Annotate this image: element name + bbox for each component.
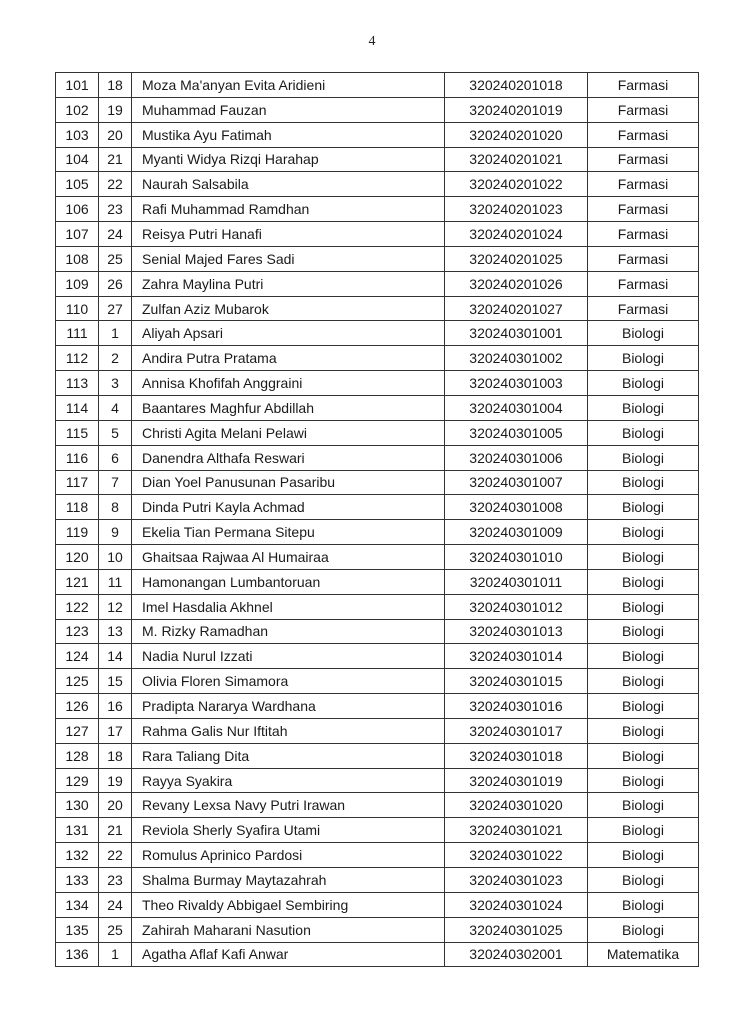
student-name-cell: Dinda Putri Kayla Achmad [132,495,445,520]
study-program-cell: Biologi [588,868,699,893]
sub-number-cell: 4 [99,395,132,420]
student-name-cell: Zahirah Maharani Nasution [132,917,445,942]
student-name-cell: Myanti Widya Rizqi Harahap [132,147,445,172]
sub-number-cell: 23 [99,868,132,893]
table-row [56,818,699,843]
study-program-cell: Farmasi [588,122,699,147]
student-name-cell: Agatha Aflaf Kafi Anwar [132,942,445,967]
student-name-cell: Zahra Maylina Putri [132,271,445,296]
student-name-cell: Romulus Aprinico Pardosi [132,843,445,868]
student-name-cell: Hamonangan Lumbantoruan [132,569,445,594]
table-row [56,843,699,868]
table-row [56,122,699,147]
sub-number-cell: 20 [99,122,132,147]
row-number-cell: 131 [56,818,99,843]
row-number-cell: 129 [56,768,99,793]
row-number-cell: 102 [56,97,99,122]
study-program-cell: Biologi [588,892,699,917]
table-row [56,445,699,470]
sub-number-cell: 5 [99,420,132,445]
student-name-cell: Andira Putra Pratama [132,346,445,371]
sub-number-cell: 3 [99,371,132,396]
student-name-cell: M. Rizky Ramadhan [132,619,445,644]
study-program-cell: Biologi [588,644,699,669]
table-row [56,321,699,346]
student-name-cell: Zulfan Aziz Mubarok [132,296,445,321]
student-name-cell: Mustika Ayu Fatimah [132,122,445,147]
study-program-cell: Biologi [588,346,699,371]
study-program-cell: Biologi [588,743,699,768]
row-number-cell: 106 [56,197,99,222]
table-row [56,246,699,271]
student-name-cell: Rara Taliang Dita [132,743,445,768]
student-id-cell: 320240301019 [445,768,588,793]
table-row [56,222,699,247]
study-program-cell: Farmasi [588,73,699,98]
row-number-cell: 118 [56,495,99,520]
student-id-cell: 320240301015 [445,669,588,694]
student-id-cell: 320240301022 [445,843,588,868]
row-number-cell: 108 [56,246,99,271]
student-name-cell: Ekelia Tian Permana Sitepu [132,520,445,545]
sub-number-cell: 16 [99,694,132,719]
table-row [56,371,699,396]
sub-number-cell: 25 [99,917,132,942]
row-number-cell: 121 [56,569,99,594]
study-program-cell: Farmasi [588,97,699,122]
table-row [56,942,699,967]
table-row [56,669,699,694]
table-row [56,768,699,793]
study-program-cell: Biologi [588,520,699,545]
row-number-cell: 110 [56,296,99,321]
student-name-cell: Rafi Muhammad Ramdhan [132,197,445,222]
student-id-cell: 320240301012 [445,594,588,619]
sub-number-cell: 6 [99,445,132,470]
sub-number-cell: 7 [99,470,132,495]
sub-number-cell: 8 [99,495,132,520]
row-number-cell: 105 [56,172,99,197]
student-name-cell: Nadia Nurul Izzati [132,644,445,669]
table-row [56,917,699,942]
row-number-cell: 103 [56,122,99,147]
study-program-cell: Farmasi [588,271,699,296]
table-row [56,147,699,172]
study-program-cell: Biologi [588,321,699,346]
student-name-cell: Theo Rivaldy Abbigael Sembiring [132,892,445,917]
sub-number-cell: 1 [99,942,132,967]
table-row [56,346,699,371]
study-program-cell: Biologi [588,495,699,520]
sub-number-cell: 21 [99,147,132,172]
table-row [56,172,699,197]
roster-body [56,73,699,967]
student-id-cell: 320240301013 [445,619,588,644]
student-id-cell: 320240201026 [445,271,588,296]
sub-number-cell: 13 [99,619,132,644]
study-program-cell: Matematika [588,942,699,967]
sub-number-cell: 26 [99,271,132,296]
row-number-cell: 104 [56,147,99,172]
student-id-cell: 320240301003 [445,371,588,396]
row-number-cell: 113 [56,371,99,396]
table-row [56,694,699,719]
student-name-cell: Olivia Floren Simamora [132,669,445,694]
student-id-cell: 320240201021 [445,147,588,172]
sub-number-cell: 10 [99,545,132,570]
student-id-cell: 320240201023 [445,197,588,222]
student-id-cell: 320240301016 [445,694,588,719]
student-id-cell: 320240301004 [445,395,588,420]
sub-number-cell: 18 [99,73,132,98]
study-program-cell: Biologi [588,669,699,694]
table-row [56,743,699,768]
study-program-cell: Farmasi [588,246,699,271]
student-id-cell: 320240201019 [445,97,588,122]
sub-number-cell: 20 [99,793,132,818]
student-id-cell: 320240201024 [445,222,588,247]
student-id-cell: 320240201022 [445,172,588,197]
sub-number-cell: 21 [99,818,132,843]
table-row [56,73,699,98]
student-id-cell: 320240201020 [445,122,588,147]
student-id-cell: 320240201025 [445,246,588,271]
page-number: 4 [368,34,376,49]
study-program-cell: Biologi [588,793,699,818]
row-number-cell: 111 [56,321,99,346]
student-roster-table [55,72,699,967]
table-row [56,644,699,669]
study-program-cell: Biologi [588,569,699,594]
student-id-cell: 320240302001 [445,942,588,967]
student-name-cell: Danendra Althafa Reswari [132,445,445,470]
student-name-cell: Muhammad Fauzan [132,97,445,122]
row-number-cell: 116 [56,445,99,470]
row-number-cell: 133 [56,868,99,893]
student-name-cell: Aliyah Apsari [132,321,445,346]
study-program-cell: Biologi [588,619,699,644]
student-id-cell: 320240301014 [445,644,588,669]
table-row [56,470,699,495]
student-name-cell: Reisya Putri Hanafi [132,222,445,247]
sub-number-cell: 2 [99,346,132,371]
table-row [56,594,699,619]
sub-number-cell: 19 [99,768,132,793]
student-id-cell: 320240301002 [445,346,588,371]
sub-number-cell: 17 [99,718,132,743]
study-program-cell: Biologi [588,768,699,793]
student-id-cell: 320240301021 [445,818,588,843]
sub-number-cell: 9 [99,520,132,545]
sub-number-cell: 1 [99,321,132,346]
student-name-cell: Rahma Galis Nur Iftitah [132,718,445,743]
row-number-cell: 119 [56,520,99,545]
table-row [56,892,699,917]
student-name-cell: Revany Lexsa Navy Putri Irawan [132,793,445,818]
table-row [56,420,699,445]
table-row [56,619,699,644]
student-name-cell: Reviola Sherly Syafira Utami [132,818,445,843]
row-number-cell: 126 [56,694,99,719]
study-program-cell: Biologi [588,843,699,868]
row-number-cell: 115 [56,420,99,445]
student-name-cell: Naurah Salsabila [132,172,445,197]
student-name-cell: Annisa Khofifah Anggraini [132,371,445,396]
table-row [56,569,699,594]
row-number-cell: 132 [56,843,99,868]
row-number-cell: 128 [56,743,99,768]
row-number-cell: 135 [56,917,99,942]
row-number-cell: 112 [56,346,99,371]
student-id-cell: 320240201027 [445,296,588,321]
row-number-cell: 109 [56,271,99,296]
student-id-cell: 320240301017 [445,718,588,743]
study-program-cell: Biologi [588,917,699,942]
sub-number-cell: 24 [99,892,132,917]
student-name-cell: Christi Agita Melani Pelawi [132,420,445,445]
sub-number-cell: 18 [99,743,132,768]
student-id-cell: 320240301010 [445,545,588,570]
sub-number-cell: 24 [99,222,132,247]
student-id-cell: 320240301001 [445,321,588,346]
table-row [56,868,699,893]
student-id-cell: 320240201018 [445,73,588,98]
table-row [56,271,699,296]
student-name-cell: Senial Majed Fares Sadi [132,246,445,271]
study-program-cell: Biologi [588,694,699,719]
student-name-cell: Shalma Burmay Maytazahrah [132,868,445,893]
student-id-cell: 320240301005 [445,420,588,445]
sub-number-cell: 22 [99,843,132,868]
sub-number-cell: 27 [99,296,132,321]
table-row [56,197,699,222]
student-id-cell: 320240301025 [445,917,588,942]
table-row [56,97,699,122]
row-number-cell: 120 [56,545,99,570]
row-number-cell: 136 [56,942,99,967]
student-name-cell: Ghaitsaa Rajwaa Al Humairaa [132,545,445,570]
student-name-cell: Rayya Syakira [132,768,445,793]
table-row [56,495,699,520]
student-name-cell: Pradipta Nararya Wardhana [132,694,445,719]
student-name-cell: Imel Hasdalia Akhnel [132,594,445,619]
study-program-cell: Biologi [588,395,699,420]
row-number-cell: 123 [56,619,99,644]
study-program-cell: Biologi [588,718,699,743]
table-row [56,520,699,545]
student-name-cell: Dian Yoel Panusunan Pasaribu [132,470,445,495]
study-program-cell: Farmasi [588,222,699,247]
row-number-cell: 124 [56,644,99,669]
table-row [56,718,699,743]
study-program-cell: Biologi [588,445,699,470]
study-program-cell: Farmasi [588,147,699,172]
sub-number-cell: 11 [99,569,132,594]
table-row [56,793,699,818]
student-id-cell: 320240301006 [445,445,588,470]
study-program-cell: Biologi [588,470,699,495]
study-program-cell: Biologi [588,818,699,843]
sub-number-cell: 12 [99,594,132,619]
row-number-cell: 127 [56,718,99,743]
row-number-cell: 130 [56,793,99,818]
study-program-cell: Biologi [588,545,699,570]
sub-number-cell: 19 [99,97,132,122]
student-id-cell: 320240301023 [445,868,588,893]
row-number-cell: 117 [56,470,99,495]
sub-number-cell: 25 [99,246,132,271]
sub-number-cell: 23 [99,197,132,222]
student-id-cell: 320240301009 [445,520,588,545]
student-name-cell: Moza Ma'anyan Evita Aridieni [132,73,445,98]
table-row [56,545,699,570]
study-program-cell: Biologi [588,420,699,445]
row-number-cell: 125 [56,669,99,694]
study-program-cell: Farmasi [588,197,699,222]
student-id-cell: 320240301007 [445,470,588,495]
sub-number-cell: 15 [99,669,132,694]
row-number-cell: 134 [56,892,99,917]
student-name-cell: Baantares Maghfur Abdillah [132,395,445,420]
student-id-cell: 320240301020 [445,793,588,818]
study-program-cell: Biologi [588,594,699,619]
row-number-cell: 101 [56,73,99,98]
row-number-cell: 107 [56,222,99,247]
sub-number-cell: 22 [99,172,132,197]
row-number-cell: 114 [56,395,99,420]
student-id-cell: 320240301011 [445,569,588,594]
sub-number-cell: 14 [99,644,132,669]
study-program-cell: Biologi [588,371,699,396]
student-id-cell: 320240301024 [445,892,588,917]
table-row [56,395,699,420]
student-id-cell: 320240301008 [445,495,588,520]
table-row [56,296,699,321]
row-number-cell: 122 [56,594,99,619]
student-id-cell: 320240301018 [445,743,588,768]
study-program-cell: Farmasi [588,296,699,321]
study-program-cell: Farmasi [588,172,699,197]
